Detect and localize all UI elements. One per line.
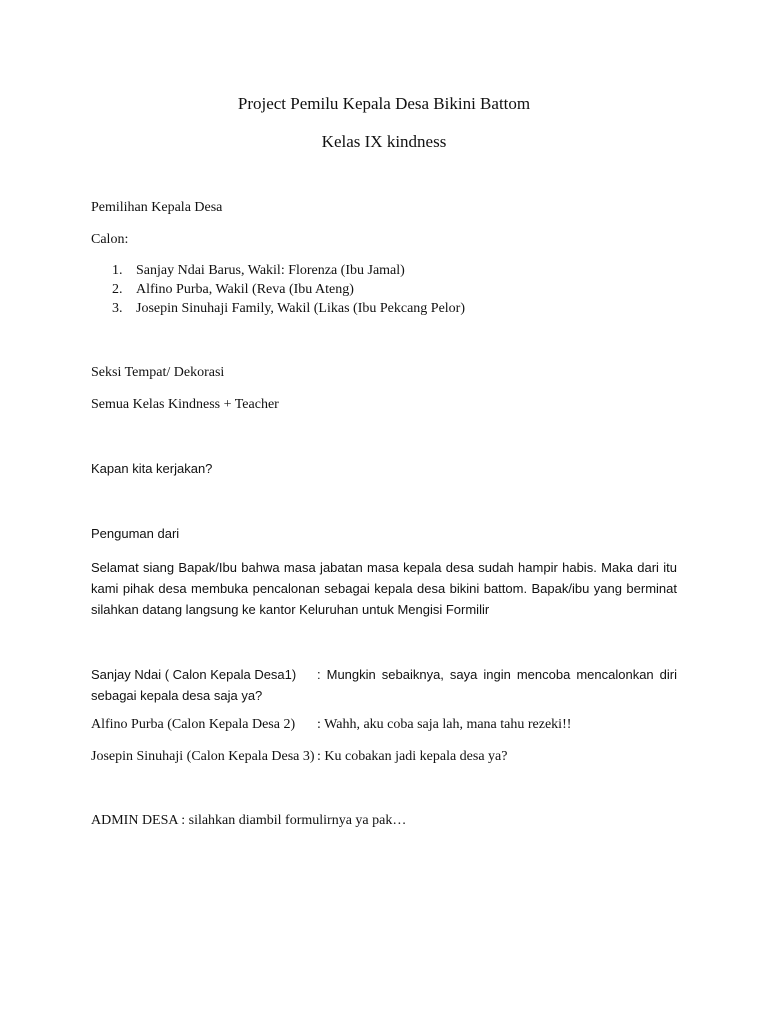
dialogue-line [91, 749, 507, 765]
dialogue-line [91, 717, 571, 733]
dialogue-text: : Ku cobakan jadi kepala desa ya? [317, 749, 508, 764]
seksi-value: Semua Kelas Kindness + Teacher [91, 397, 279, 412]
section-heading-pemilihan: Pemilihan Kepala Desa [91, 200, 223, 215]
document-subtitle: Kelas IX kindness [321, 132, 447, 151]
dialogue-text: : Wahh, aku coba saja lah, mana tahu rezeki!! [317, 717, 572, 732]
list-number: 3. [112, 301, 123, 316]
list-item [112, 282, 354, 298]
announcement-paragraph: Selamat siang Bapak/Ibu bahwa masa jabatan masa kepala desa sudah hampir habis. Maka dari itu kami pihak desa membuka pencalonan sebagai kepala desa bikini battom. Bapak/ibu yang berminat silahkan datang langsung ke kantor Keluruhan untuk Mengisi Formilir [91, 560, 677, 617]
dialogue-speaker: Josepin Sinuhaji (Calon Kepala Desa 3) [91, 749, 315, 764]
candidate-text: Alfino Purba, Wakil (Reva (Ibu Ateng) [136, 282, 354, 297]
candidate-text: Josepin Sinuhaji Family, Wakil (Likas (Ibu Pekcang Pelor) [136, 301, 465, 316]
list-number: 2. [112, 282, 123, 297]
admin-line: ADMIN DESA : silahkan diambil formulirnya ya pak… [91, 813, 407, 828]
dialogue-text: : Mungkin sebaiknya, saya ingin mencoba mencalonkan diri sebagai kepala desa saja ya? [91, 667, 677, 703]
dialogue-speaker: Sanjay Ndai ( Calon Kepala Desa1) [91, 667, 297, 682]
list-item [112, 263, 405, 279]
document-title: Project Pemilu Kepala Desa Bikini Battom [237, 94, 531, 113]
section-heading-seksi: Seksi Tempat/ Dekorasi [91, 365, 225, 380]
dialogue-line [91, 664, 677, 706]
list-number: 1. [112, 263, 123, 278]
candidate-text: Sanjay Ndai Barus, Wakil: Florenza (Ibu Jamal) [136, 263, 405, 278]
list-item [112, 301, 465, 317]
dialogue-speaker: Alfino Purba (Calon Kepala Desa 2) [91, 717, 296, 732]
announcement-label: Penguman dari [91, 526, 180, 541]
calon-label: Calon: [91, 232, 129, 247]
question-text: Kapan kita kerjakan? [91, 461, 213, 476]
